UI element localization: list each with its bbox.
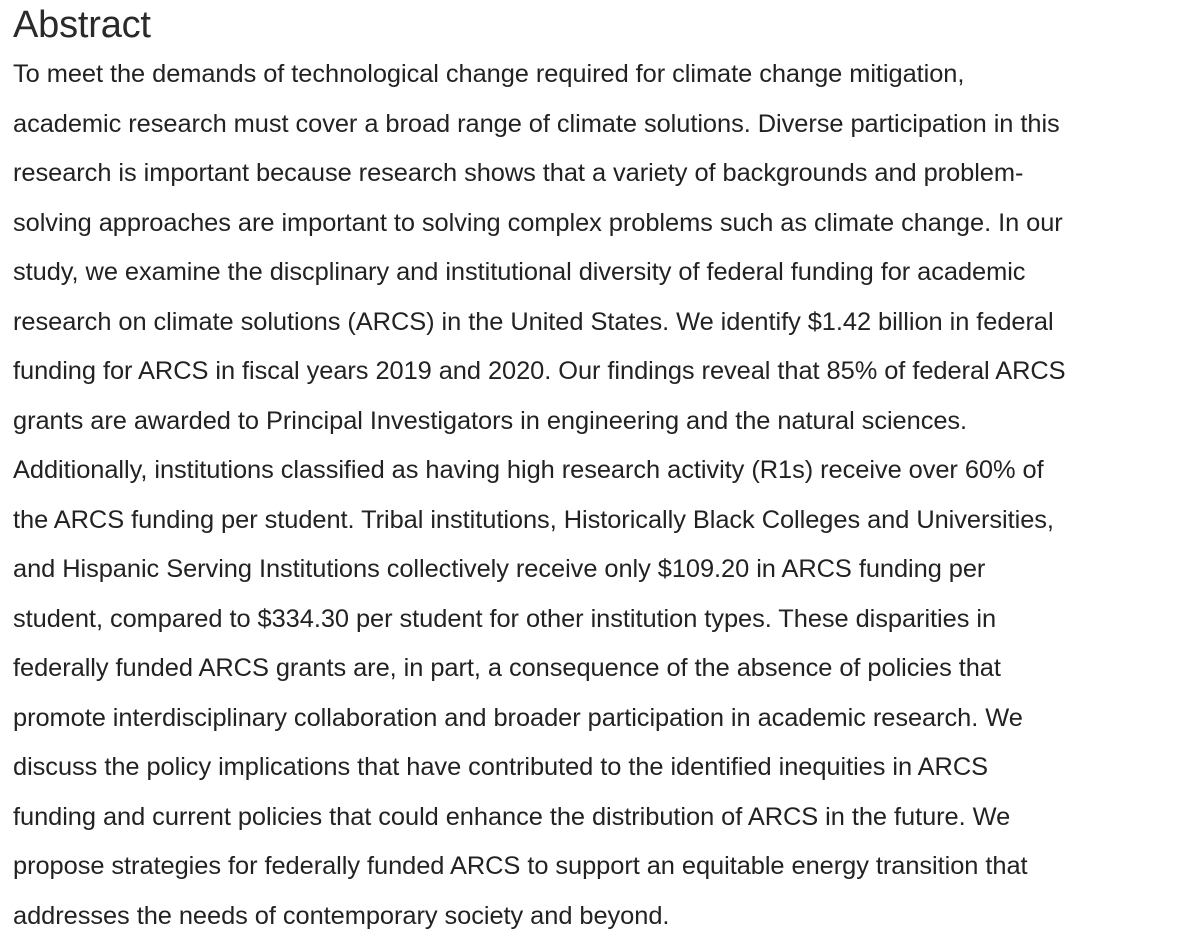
abstract-line: study, we examine the discplinary and institutional diversity of federal funding for academic <box>13 258 1026 286</box>
abstract-body <box>13 50 1193 941</box>
abstract-line: research on climate solutions (ARCS) in the United States. We identify $1.42 billion in federal <box>13 307 1054 336</box>
abstract-line: promote interdisciplinary collaboration and broader participation in academic research. We <box>13 703 1023 732</box>
abstract-line: federally funded ARCS grants are, in part, a consequence of the absence of policies that <box>13 654 1001 682</box>
abstract-line: addresses the needs of contemporary society and beyond. <box>13 901 670 930</box>
abstract-line: solving approaches are important to solving complex problems such as climate change. In our <box>13 208 1063 237</box>
abstract-line: student, compared to $334.30 per student for other institution types. These disparities in <box>13 604 997 633</box>
abstract-line: funding for ARCS in fiscal years 2019 and 2020. Our findings reveal that 85% of federal ARCS <box>13 357 1066 385</box>
abstract-section <box>13 0 1193 941</box>
abstract-line: grants are awarded to Principal Investigators in engineering and the natural sciences. <box>13 406 968 435</box>
abstract-line: funding and current policies that could enhance the distribution of ARCS in the future. We <box>13 802 1011 831</box>
abstract-line: To meet the demands of technological change required for climate change mitigation, <box>13 60 965 88</box>
abstract-line: academic research must cover a broad range of climate solutions. Diverse participation in this <box>13 109 1060 138</box>
abstract-heading: Abstract <box>13 4 151 46</box>
abstract-line: Additionally, institutions classified as having high research activity (R1s) receive over 60% of <box>13 456 1044 484</box>
abstract-line: discuss the policy implications that have contributed to the identified inequities in ARCS <box>13 753 988 781</box>
abstract-line: propose strategies for federally funded ARCS to support an equitable energy transition that <box>13 852 1028 880</box>
abstract-line: the ARCS funding per student. Tribal institutions, Historically Black Colleges and Universities, <box>13 505 1054 534</box>
abstract-line: research is important because research shows that a variety of backgrounds and problem- <box>13 159 1024 187</box>
abstract-line: and Hispanic Serving Institutions collectively receive only $109.20 in ARCS funding per <box>13 555 986 583</box>
